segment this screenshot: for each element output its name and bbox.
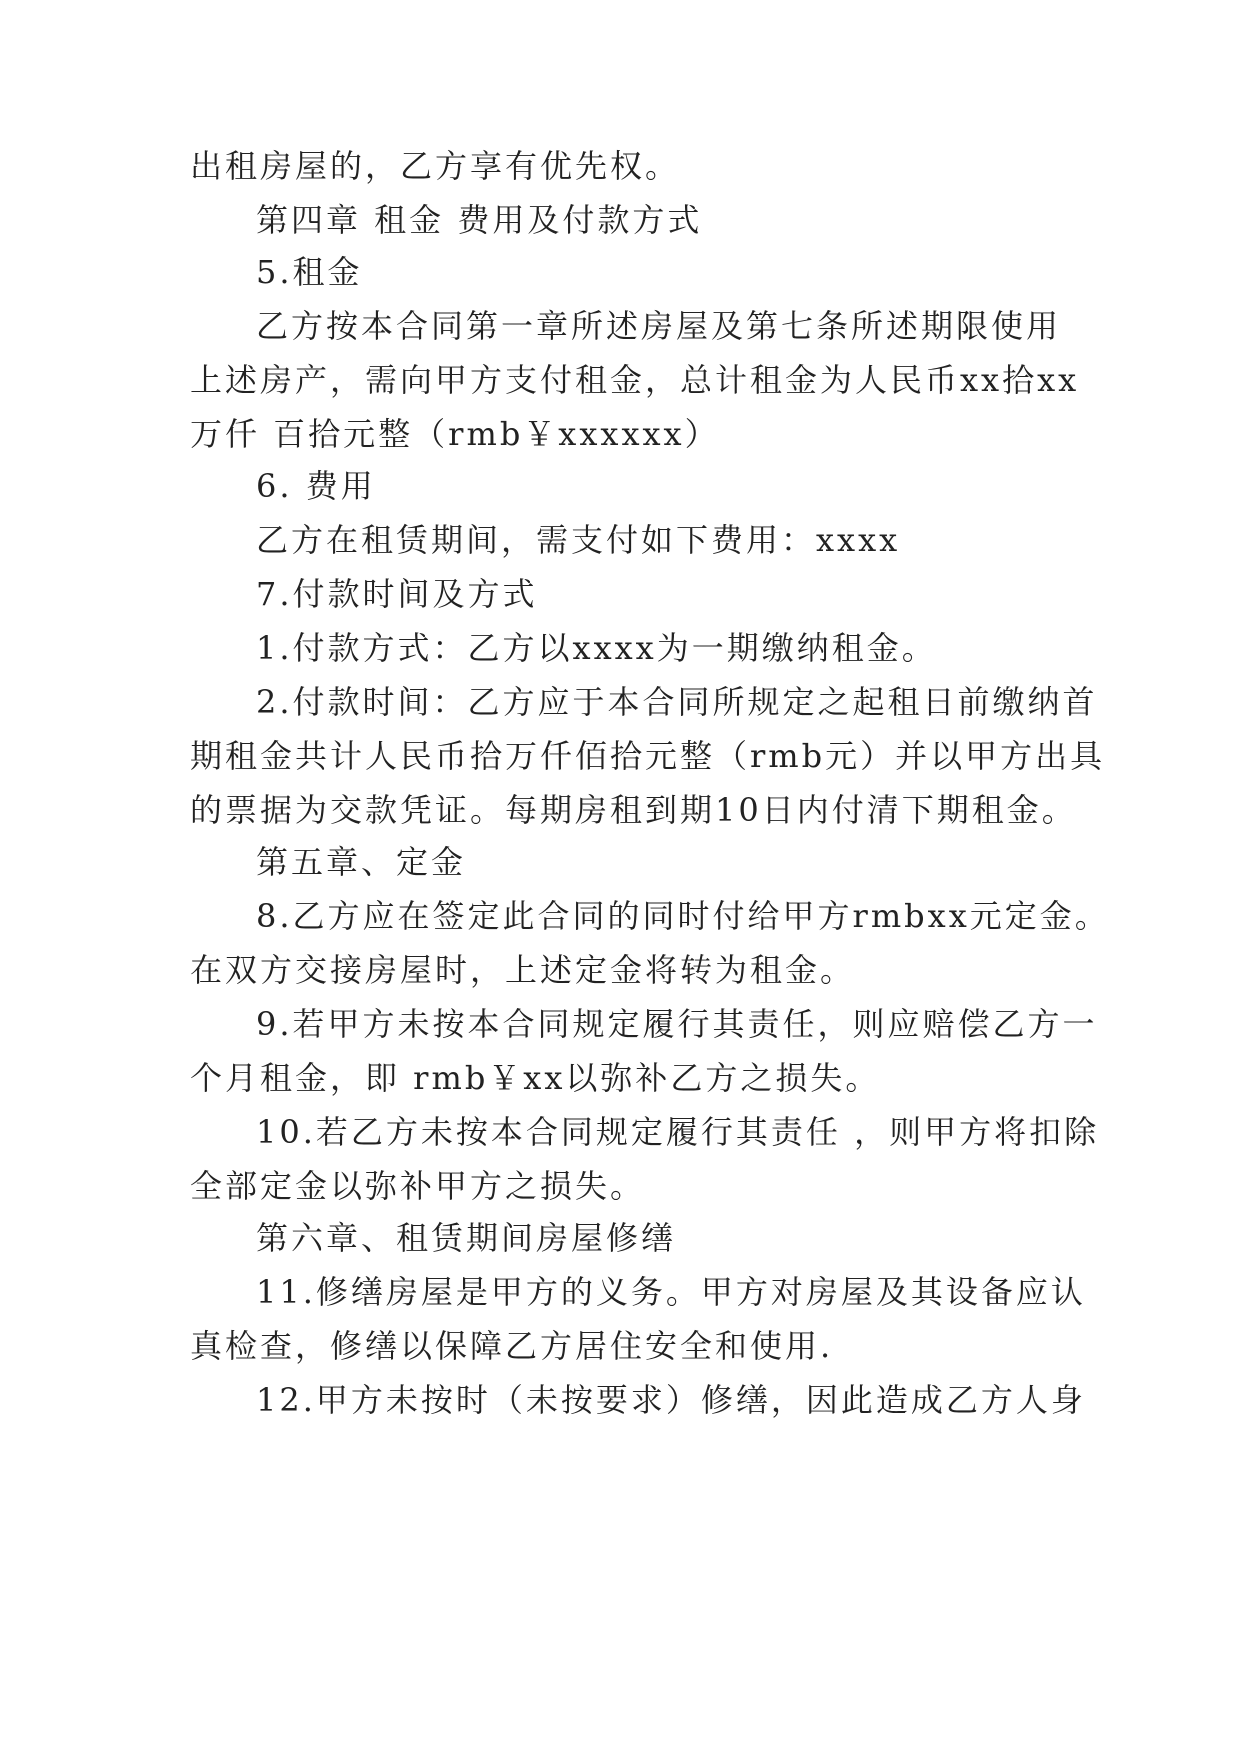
text-line: 2.付款时间：乙方应于本合同所规定之起租日前缴纳首: [256, 683, 1098, 721]
text-line: 上述房产，需向甲方支付租金，总计租金为人民币xx拾xx: [190, 361, 1080, 399]
text-line: 出租房屋的，乙方享有优先权。: [190, 147, 681, 185]
text-line: 12.甲方未按时（未按要求）修缮，因此造成乙方人身: [256, 1381, 1086, 1419]
text-line: 在双方交接房屋时，上述定金将转为租金。: [190, 951, 856, 989]
section-heading: 5.租金: [256, 253, 363, 291]
text-line: 真检查，修缮以保障乙方居住安全和使用.: [190, 1327, 834, 1365]
section-heading: 6. 费用: [256, 467, 376, 505]
text-line: 9.若甲方未按本合同规定履行其责任，则应赔偿乙方一: [256, 1005, 1098, 1043]
chapter-heading: 第四章 租金 费用及付款方式: [256, 201, 703, 239]
text-line: 期租金共计人民币拾万仟佰拾元整（rmb元）并以甲方出具: [190, 737, 1106, 775]
text-line: 的票据为交款凭证。每期房租到期10日内付清下期租金。: [190, 791, 1077, 829]
text-line: 乙方在租赁期间，需支付如下费用：xxxx: [256, 521, 901, 559]
text-line: 全部定金以弥补甲方之损失。: [190, 1167, 646, 1205]
text-line: 乙方按本合同第一章所述房屋及第七条所述期限使用: [256, 307, 1062, 345]
text-line: 个月租金，即 rmb￥xx以弥补乙方之损失。: [190, 1059, 881, 1097]
text-line: 11.修缮房屋是甲方的义务。甲方对房屋及其设备应认: [256, 1273, 1086, 1311]
text-line: 万仟 百拾元整（rmb￥xxxxxx）: [190, 415, 720, 453]
text-line: 8.乙方应在签定此合同的同时付给甲方rmbxx元定金。: [256, 897, 1110, 935]
chapter-heading: 第六章、租赁期间房屋修缮: [256, 1219, 677, 1257]
chapter-heading: 第五章、定金: [256, 843, 467, 881]
text-line: 10.若乙方未按本合同规定履行其责任 ，则甲方将扣除: [256, 1113, 1100, 1151]
text-line: 1.付款方式：乙方以xxxx为一期缴纳租金。: [256, 629, 937, 667]
section-heading: 7.付款时间及方式: [256, 575, 538, 613]
